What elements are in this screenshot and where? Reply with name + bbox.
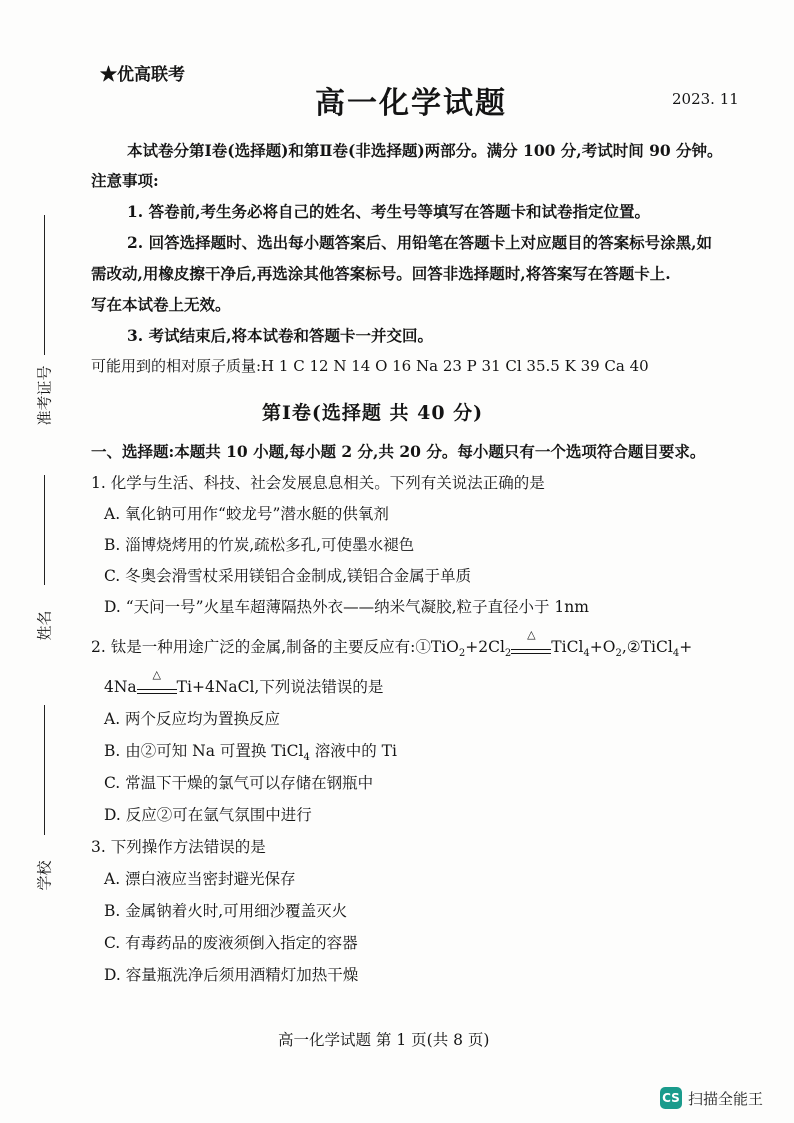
q3-option-c: C. 有毒药品的废液须倒入指定的容器 <box>104 934 358 952</box>
side-field-name <box>18 475 58 645</box>
side-line-name <box>44 475 45 585</box>
part-1-heading: 一、选择题:本题共 10 小题,每小题 2 分,共 20 分。每小题只有一个选项符合题目要求。 <box>91 442 706 461</box>
section-1-title: 第Ⅰ卷(选择题 共 40 分) <box>262 402 484 424</box>
page-footer: 高一化学试题 第 1 页(共 8 页) <box>278 1031 490 1049</box>
side-label-school: 学校 <box>35 860 54 891</box>
q3-stem: 3. 下列操作方法错误的是 <box>91 838 266 856</box>
q1-option-d: D. “天问一号”火星车超薄隔热外衣——纳米气凝胶,粒子直径小于 1nm <box>104 598 589 616</box>
q2-option-b-part-b: 溶液中的 Ti <box>309 742 397 760</box>
q2-sub-4a: 4 <box>583 648 590 660</box>
scanner-watermark <box>660 1087 763 1109</box>
q2-stem-line2 <box>104 667 384 698</box>
side-field-exam-id <box>18 215 58 445</box>
q2-line2-part-b: Ti+4NaCl,下列说法错误的是 <box>176 678 384 696</box>
camscanner-icon: CS <box>660 1087 682 1109</box>
q2-option-d: D. 反应②可在氩气氛围中进行 <box>104 806 312 824</box>
q2-option-c: C. 常温下干燥的氯气可以存储在钢瓶中 <box>104 774 374 792</box>
intro-text: 本试卷分第Ⅰ卷(选择题)和第Ⅱ卷(非选择题)两部分。满分 100 分,考试时间 90 分钟。 <box>127 141 723 160</box>
q2-sub-2b: 2 <box>504 648 512 660</box>
note-item-3: 3. 考试结束后,将本试卷和答题卡一并交回。 <box>127 326 433 345</box>
equals-bar-2 <box>137 689 177 694</box>
q2-stem-part-e: ,②TiCl <box>621 638 673 656</box>
side-field-school <box>18 705 58 895</box>
q1-option-c: C. 冬奥会滑雪杖采用镁铝合金制成,镁铝合金属于单质 <box>104 567 472 585</box>
q1-option-a: A. 氧化钠可用作“蛟龙号”潜水艇的供氧剂 <box>104 505 389 523</box>
side-line-exam-id <box>44 215 45 355</box>
q3-option-a: A. 漂白液应当密封避光保存 <box>104 870 296 888</box>
note-item-2a: 2. 回答选择题时、选出每小题答案后、用铅笔在答题卡上对应题目的答案标号涂黑,如 <box>127 233 712 252</box>
q2-stem-part-d: +O <box>589 638 616 656</box>
note-item-2b: 需改动,用橡皮擦干净后,再选涂其他答案标号。回答非选择题时,将答案写在答题卡上. <box>91 264 671 283</box>
q2-line2-part-a: 4Na <box>104 678 137 696</box>
q2-sub-2c: 2 <box>615 648 622 660</box>
q2-option-b <box>104 740 397 769</box>
atomic-masses: 可能用到的相对原子质量:H 1 C 12 N 14 O 16 Na 23 P 31 Cl 35.5 K 39 Ca 40 <box>91 357 649 375</box>
q2-stem-part-b: +2Cl <box>465 638 505 656</box>
q2-sub-4b: 4 <box>672 648 680 660</box>
q2-stem-part-f: + <box>679 638 693 656</box>
notes-heading: 注意事项: <box>91 171 159 190</box>
q2-option-b-part-a: B. 由②可知 Na 可置换 TiCl <box>104 742 304 760</box>
q2-stem-part-c: TiCl <box>551 638 584 656</box>
heat-arrow-2 <box>137 667 177 694</box>
delta-symbol-2: △ <box>152 667 161 681</box>
side-line-school <box>44 705 45 835</box>
heat-arrow-1 <box>511 627 551 654</box>
q3-option-b: B. 金属钠着火时,可用细沙覆盖灭火 <box>104 902 348 920</box>
note-item-1: 1. 答卷前,考生务必将自己的姓名、考生号等填写在答题卡和试卷指定位置。 <box>127 202 650 221</box>
q2-sub-4c: 4 <box>303 752 310 764</box>
note-item-2c: 写在本试卷上无效。 <box>91 295 231 314</box>
q2-sub-2a: 2 <box>458 648 466 660</box>
brand-label: ★优高联考 <box>100 65 185 85</box>
side-label-name: 姓名 <box>35 610 54 641</box>
q1-option-b: B. 淄博烧烤用的竹炭,疏松多孔,可使墨水褪色 <box>104 536 415 554</box>
side-label-exam-id: 准考证号 <box>35 365 54 426</box>
q2-stem-line1 <box>91 627 693 665</box>
page-title: 高一化学试题 <box>315 86 507 121</box>
delta-symbol-1: △ <box>527 627 536 641</box>
exam-date: 2023. 11 <box>672 90 739 108</box>
q3-option-d: D. 容量瓶洗净后须用酒精灯加热干燥 <box>104 966 359 984</box>
camscanner-label: 扫描全能王 <box>688 1089 764 1108</box>
q2-option-a: A. 两个反应均为置换反应 <box>104 710 281 728</box>
q2-stem-part-a: 2. 钛是一种用途广泛的金属,制备的主要反应有:①TiO <box>91 638 459 656</box>
q1-stem: 1. 化学与生活、科技、社会发展息息相关。下列有关说法正确的是 <box>91 474 545 492</box>
equals-bar-1 <box>511 649 551 654</box>
